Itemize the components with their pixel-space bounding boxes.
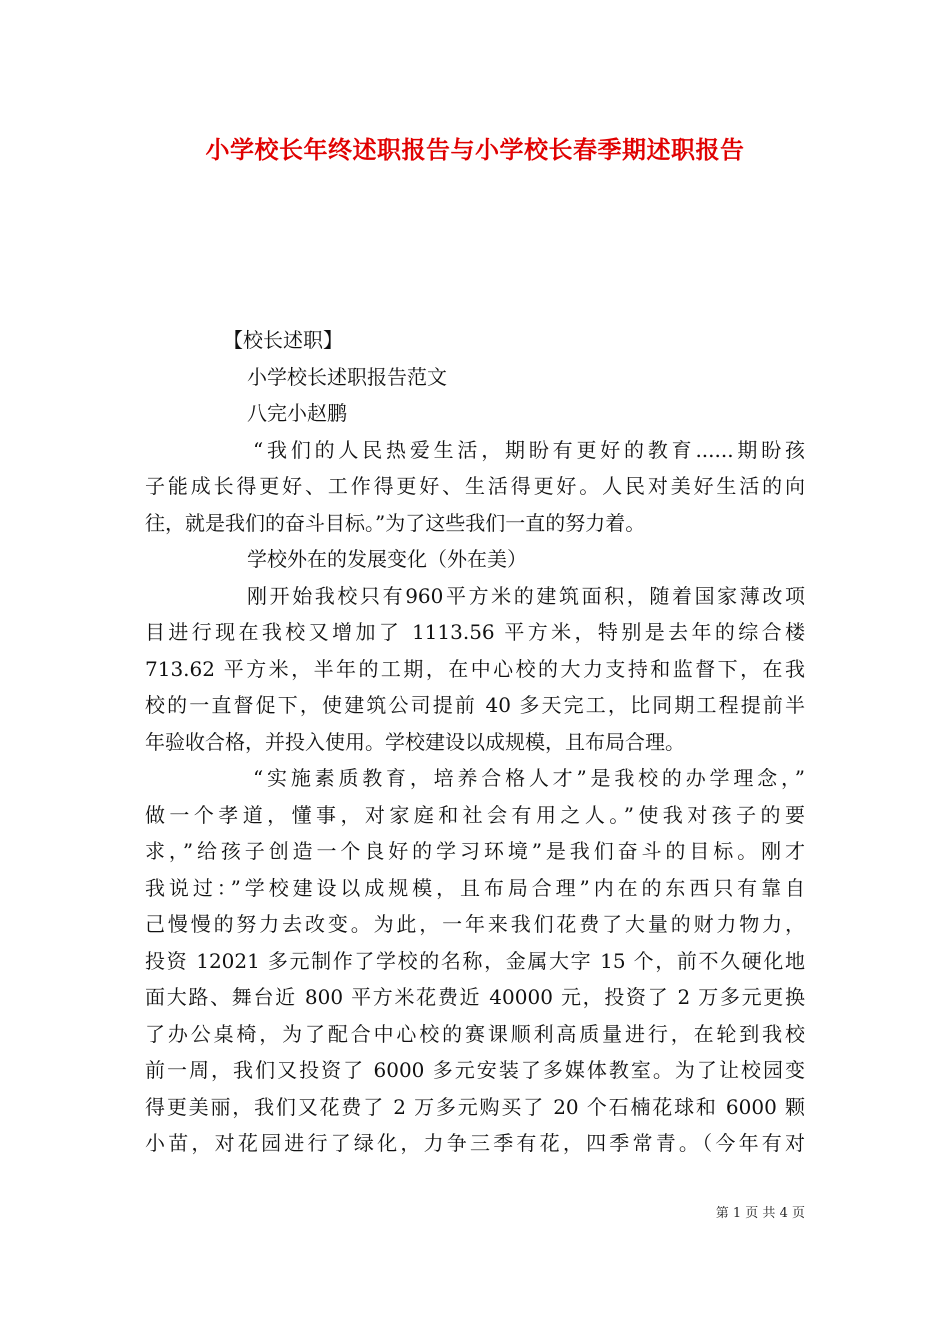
page-footer [716, 1205, 805, 1223]
footer-total-pages: 4 [779, 1206, 788, 1221]
footer-middle: 页 共 [745, 1206, 776, 1221]
body-line: 己慢慢的努力去改变。为此，一年来我们花费了大量的财力物力， [145, 912, 805, 936]
body-line: 713.62 平方米，半年的工期，在中心校的大力支持和监督下，在我 [145, 656, 805, 681]
document-title: 小学校长年终述职报告与小学校长春季期述职报告 [205, 135, 745, 164]
body-line: 做一个孝道，懂事，对家庭和社会有用之人。”使我对孩子的要 [145, 802, 805, 827]
body-line: 得更美丽，我们又花费了 2 万多元购买了 20 个石楠花球和 6000 颗 [145, 1094, 805, 1119]
body-line: 子能成长得更好、工作得更好、生活得更好。人民对美好生活的向 [145, 474, 805, 498]
body-line: 目进行现在我校又增加了 1113.56 平方米，特别是去年的综合楼 [145, 620, 805, 644]
body-line: “我们的人民热爱生活，期盼有更好的教育......期盼孩 [253, 437, 805, 462]
body-line: 求，”给孩子创造一个良好的学习环境”是我们奋斗的目标。刚才 [145, 839, 805, 863]
document-body [145, 322, 805, 1162]
body-line: 校的一直督促下，使建筑公司提前 40 多天完工，比同期工程提前半 [145, 693, 805, 717]
footer-suffix: 页 [791, 1206, 805, 1221]
body-line: 【校长述职】 [223, 328, 343, 352]
body-line: 投资 12021 多元制作了学校的名称，金属大字 15 个，前不久硬化地 [145, 948, 805, 973]
body-line: 我说过：”学校建设以成规模，且布局合理”内在的东西只有靠自 [145, 875, 805, 900]
body-line: 面大路、舞台近 800 平方米花费近 40000 元，投资了 2 万多元更换 [145, 985, 805, 1009]
body-line: 往，就是我们的奋斗目标。”为了这些我们一直的努力着。 [145, 510, 646, 535]
footer-prefix: 第 [715, 1206, 729, 1221]
footer-page-number: 1 [732, 1206, 742, 1221]
body-line: 小学校长述职报告范文 [247, 364, 447, 389]
body-line: “实施素质教育，培养合格人才”是我校的办学理念，” [253, 766, 805, 790]
body-line: 小苗，对花园进行了绿化，力争三季有花，四季常青。（今年有对 [145, 1131, 805, 1155]
body-line: 了办公桌椅，为了配合中心校的赛课顺利高质量进行，在轮到我校 [145, 1021, 805, 1046]
body-line: 刚开始我校只有960平方米的建筑面积，随着国家薄改项 [247, 583, 805, 608]
body-line: 年验收合格，并投入使用。学校建设以成规模，且布局合理。 [145, 729, 685, 754]
body-line: 学校外在的发展变化（外在美） [247, 547, 527, 571]
body-line: 八完小赵鹏 [247, 401, 347, 425]
body-line: 前一周，我们又投资了 6000 多元安装了多媒体教室。为了让校园变 [145, 1058, 805, 1082]
